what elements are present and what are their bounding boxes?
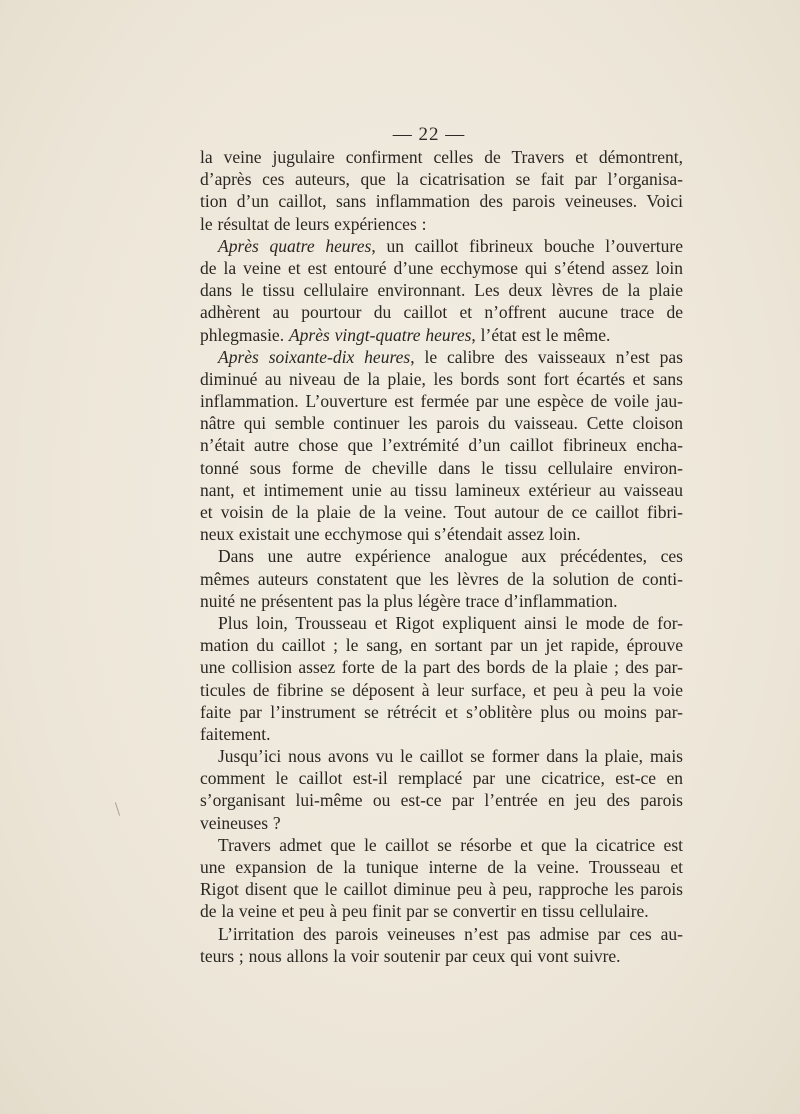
- text-line: [200, 434, 683, 456]
- text-line: [200, 279, 683, 301]
- text-segment: neux existait une ecchymose qui s’étendait assez loin.: [200, 524, 581, 545]
- text-segment: nant, et intimement unie au tissu lamineux extérieur au vaisseau: [200, 479, 683, 500]
- text-segment: Plus loin, Trousseau et Rigot expliquent ainsi le mode de for-: [218, 612, 683, 633]
- text-segment: faite par l’instrument se rétrécit et s’oblitère plus ou moins par-: [200, 701, 683, 722]
- text-line: [200, 390, 683, 412]
- margin-mark: [115, 802, 120, 816]
- text-line: [200, 412, 683, 434]
- text-segment: une expansion de la tunique interne de la veine. Trousseau et: [200, 857, 683, 877]
- text-segment: de la veine et est entouré d’une ecchymose qui s’étend assez loin: [200, 257, 683, 278]
- text-line: [200, 900, 683, 922]
- text-line: [200, 213, 683, 235]
- text-line: [200, 523, 683, 545]
- text-segment: Dans une autre expérience analogue aux précédentes, ces: [218, 546, 683, 567]
- text-segment: , le calibre des vaisseaux n’est pas: [410, 346, 683, 367]
- text-segment: une collision assez forte de la part des bords de la plaie ; des par-: [200, 657, 683, 678]
- text-line: [200, 634, 683, 656]
- text-segment: ticules de fibrine se déposent à leur surface, et peu à peu la voie: [200, 679, 683, 700]
- text-segment: inflammation. L’ouverture est fermée par une espèce de voile jau-: [200, 391, 683, 412]
- text-segment: Travers admet que le caillot se résorbe et que la cicatrice est: [218, 834, 683, 855]
- text-segment: s’organisant lui-même ou est-ce par l’entrée en jeu des parois: [200, 790, 683, 811]
- text-segment: et voisin de la plaie de la veine. Tout autour de ce caillot fibri-: [200, 502, 683, 522]
- text-line: [200, 612, 683, 634]
- text-line: [200, 723, 683, 745]
- text-segment: le résultat de leurs expériences :: [200, 213, 427, 234]
- text-line: [200, 945, 683, 967]
- text-line: [200, 568, 683, 590]
- text-segment: veineuses ?: [200, 812, 281, 833]
- text-segment: nuité ne présentent pas la plus légère trace d’inflammation.: [200, 590, 618, 611]
- text-line: [200, 701, 683, 723]
- text-line: [200, 679, 683, 701]
- italic-text: Après soixante-dix heures: [218, 346, 411, 367]
- text-segment: d’après ces auteurs, que la cicatrisation se fait par l’organisa-: [200, 169, 683, 190]
- text-line: [200, 257, 683, 279]
- text-segment: faitement.: [200, 723, 271, 744]
- italic-text: Après quatre heures: [218, 235, 372, 256]
- body-text: [200, 146, 683, 967]
- text-segment: adhèrent au pourtour du caillot et n’offrent aucune trace de: [200, 302, 683, 323]
- text-segment: comment le caillot est-il remplacé par une cicatrice, est-ce en: [200, 768, 683, 789]
- text-line: [200, 923, 683, 945]
- text-line: [200, 789, 683, 811]
- text-segment: mêmes auteurs constatent que les lèvres de la solution de conti-: [200, 568, 683, 589]
- text-line: [200, 856, 683, 878]
- text-line: [200, 301, 683, 323]
- text-line: [200, 346, 683, 368]
- text-line: [200, 656, 683, 678]
- text-line: [200, 324, 683, 346]
- text-segment: nâtre qui semble continuer les parois du vaisseau. Cette cloison: [200, 413, 683, 434]
- text-segment: phlegmasie.: [200, 324, 289, 345]
- text-line: [200, 812, 683, 834]
- text-segment: tion d’un caillot, sans inflammation des parois veineuses. Voici: [200, 191, 683, 212]
- text-line: [200, 878, 683, 900]
- text-line: [200, 834, 683, 856]
- text-line: [200, 168, 683, 190]
- text-segment: , l’état est le même.: [471, 324, 611, 345]
- text-line: [200, 767, 683, 789]
- text-line: [200, 545, 683, 567]
- text-segment: dans le tissu cellulaire environnant. Les deux lèvres de la plaie: [200, 280, 683, 301]
- text-line: [200, 745, 683, 767]
- text-line: [200, 590, 683, 612]
- text-line: [200, 190, 683, 212]
- text-segment: L’irritation des parois veineuses n’est pas admise par ces au-: [218, 923, 683, 944]
- text-segment: teurs ; nous allons la voir soutenir par ceux qui vont suivre.: [200, 945, 621, 966]
- text-segment: tonné sous forme de cheville dans le tissu cellulaire environ-: [200, 457, 683, 478]
- text-line: [200, 479, 683, 501]
- italic-text: Après vingt-quatre heures: [288, 324, 472, 345]
- text-segment: , un caillot fibrineux bouche l’ouverture: [371, 235, 684, 256]
- text-line: [200, 146, 683, 168]
- text-line: [200, 368, 683, 390]
- text-line: [200, 235, 683, 257]
- text-segment: Jusqu’ici nous avons vu le caillot se former dans la plaie, mais: [218, 746, 683, 767]
- text-segment: Rigot disent que le caillot diminue peu à peu, rapproche les parois: [200, 879, 683, 900]
- text-segment: la veine jugulaire confirment celles de Travers et démontrent,: [200, 147, 683, 167]
- text-line: [200, 457, 683, 479]
- text-line: [200, 501, 683, 523]
- text-segment: mation du caillot ; le sang, en sortant par un jet rapide, éprouve: [200, 635, 683, 656]
- text-segment: de la veine et peu à peu finit par se convertir en tissu cellulaire.: [200, 901, 649, 922]
- page-number: — 22 —: [392, 124, 466, 145]
- text-segment: diminué au niveau de la plaie, les bords sont fort écartés et sans: [200, 368, 683, 389]
- text-segment: n’était autre chose que l’extrémité d’un caillot fibrineux encha-: [200, 435, 683, 456]
